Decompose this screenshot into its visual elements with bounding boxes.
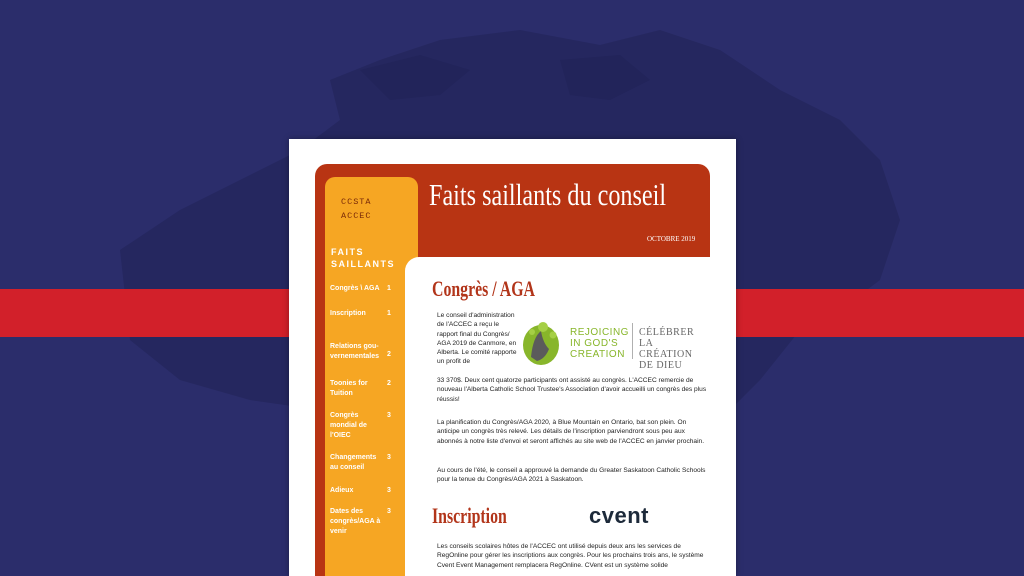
- toc-item-page: 3: [387, 487, 391, 494]
- toc-item[interactable]: [330, 507, 414, 537]
- logo-text-fr: CÉLÉBRER LA CRÉATION DE DIEU: [639, 327, 695, 371]
- toc-item[interactable]: [330, 411, 414, 441]
- toc-item[interactable]: [330, 379, 414, 399]
- toc-item-label: Adieux: [330, 487, 354, 494]
- toc-item-page: 2: [387, 380, 391, 387]
- toc-item[interactable]: [330, 453, 414, 473]
- rejoicing-logo: [519, 317, 704, 371]
- toc-item[interactable]: [330, 486, 414, 496]
- toc-item-label: Dates des congrès/AGA à venir: [330, 508, 381, 535]
- section-title-inscription: Inscription: [432, 503, 507, 528]
- sidebar-title: FAITS SAILLANTS: [331, 247, 395, 269]
- brand-accec: ACCEC: [341, 211, 372, 221]
- logo-divider: [632, 323, 633, 359]
- congres-paragraph-1a: Le conseil d'administration de l'ACCEC a reçu le rapport final du Congrès/ AGA 2019 de Canmore, en Alberta. Le comité rapporte un profit de: [437, 312, 517, 366]
- toc-item-label: Changements au conseil: [330, 454, 377, 471]
- toc-item-label: Congrès mondial de l'OIEC: [330, 412, 367, 439]
- inscription-paragraph-1: Les conseils scolaires hôtes de l'ACCEC ont utilisé depuis deux ans les services de RegOnline pour gérer les inscriptions aux congrès. Pour les prochains trois ans, le système Cvent Event Management remplacera RegOnline. CVent est un système solide: [437, 543, 704, 569]
- toc-item-page: 3: [387, 508, 391, 515]
- toc-item-label: Inscription: [330, 310, 366, 317]
- newsletter-page: [289, 139, 736, 576]
- congres-paragraph-2: La planification du Congrès/AGA 2020, à Blue Mountain en Ontario, bat son plein. On anticipe un congrès très relevé. Les détails de l'inscription parviendront sous peu aux abonnés à notre liste d'envoi et seront affichés au site web de l'ACCEC en janvier prochain.: [437, 419, 705, 445]
- toc-item-page: 1: [387, 310, 391, 317]
- toc-item-label: Toonies for Tuition: [330, 380, 368, 397]
- toc-item[interactable]: [330, 309, 414, 319]
- toc-item-page: 2: [387, 351, 391, 358]
- congres-paragraph-1b: 33 370$. Deux cent quatorze participants ont assisté au congrès. L'ACCEC remercie de nouveau l'Alberta Catholic School Trustee's Association d'avoir accueilli un congrès des plus réussis!: [437, 377, 707, 403]
- logo-text-en: REJOICING IN GOD'S CREATION: [570, 327, 629, 360]
- congres-paragraph-3: Au cours de l'été, le conseil a approuvé la demande du Greater Saskatoon Catholic Schools pour la tenue du Congrès/AGA 2021 à Saskatoon.: [437, 467, 706, 484]
- toc-item-page: 3: [387, 412, 391, 419]
- toc-item-label: Relations gou-vernementales: [330, 343, 380, 360]
- hands-leaf-icon: [519, 317, 567, 367]
- toc-item[interactable]: [330, 342, 414, 362]
- toc-item-label: Congrès \ AGA: [330, 285, 380, 292]
- cvent-logo: cvent: [589, 503, 649, 528]
- toc-item-page: 1: [387, 285, 391, 292]
- page-title: Faits saillants du conseil: [429, 177, 667, 212]
- toc-item[interactable]: [330, 284, 414, 294]
- section-title-congres: Congrès / AGA: [432, 276, 535, 301]
- brand-ccsta: CCSTA: [341, 197, 372, 207]
- issue-date: OCTOBRE 2019: [647, 235, 696, 243]
- toc-item-page: 3: [387, 454, 391, 461]
